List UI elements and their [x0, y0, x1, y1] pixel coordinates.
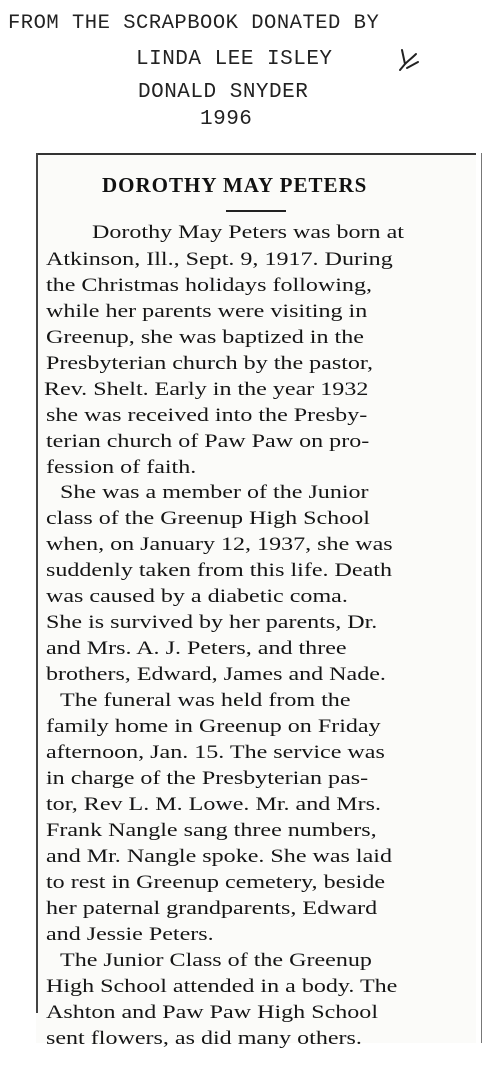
article-line: Atkinson, Ill., Sept. 9, 1917. During	[46, 250, 393, 270]
article-title: DOROTHY MAY PETERS	[102, 173, 368, 197]
article-line: to rest in Greenup cemetery, beside	[46, 873, 386, 893]
article-line: Frank Nangle sang three numbers,	[46, 821, 377, 841]
title-divider	[226, 210, 286, 212]
scrapbook-header	[0, 0, 498, 150]
article-line: High School attended in a body. The	[46, 977, 398, 997]
article-line: she was received into the Presby-	[46, 406, 368, 426]
article-line: and Jessie Peters.	[46, 925, 214, 945]
article-line: and Mrs. A. J. Peters, and three	[46, 639, 347, 659]
article-line: She was a member of the Junior	[60, 483, 369, 503]
header-donor-name: LINDA LEE ISLEY	[136, 48, 333, 71]
article-line: The Junior Class of the Greenup	[60, 951, 372, 971]
article-line: sent flowers, as did many others.	[46, 1029, 362, 1049]
article-line: while her parents were visiting in	[46, 302, 368, 322]
article-line: Ashton and Paw Paw High School	[46, 1003, 379, 1023]
header-second-name: DONALD SNYDER	[138, 81, 309, 104]
article-line: in charge of the Presbyterian pas-	[46, 769, 369, 789]
article-line: her paternal grandparents, Edward	[46, 899, 378, 919]
article-line: brothers, Edward, James and Nade.	[46, 665, 386, 685]
article-line: fession of faith.	[46, 458, 197, 478]
clipping-top-border	[36, 153, 476, 155]
article-line: Rev. Shelt. Early in the year 1932	[44, 380, 369, 400]
header-year: 1996	[200, 108, 253, 131]
article-line: the Christmas holidays following,	[46, 276, 372, 296]
header-donation-line: FROM THE SCRAPBOOK DONATED BY	[8, 12, 380, 35]
newspaper-clipping	[36, 153, 476, 1049]
article-line: terian church of Paw Paw on pro-	[46, 432, 370, 452]
handwritten-initials-mark	[396, 46, 422, 72]
clipping-left-border	[36, 153, 38, 1013]
clipping-right-border	[481, 153, 482, 1043]
article-line: afternoon, Jan. 15. The service was	[46, 743, 385, 763]
article-line: tor, Rev L. M. Lowe. Mr. and Mrs.	[46, 795, 382, 815]
article-line: family home in Greenup on Friday	[46, 717, 381, 737]
article-line: The funeral was held from the	[60, 691, 351, 711]
article-line: was caused by a diabetic coma.	[46, 587, 348, 607]
article-line: Dorothy May Peters was born at	[92, 223, 404, 243]
article-line: Greenup, she was baptized in the	[46, 328, 364, 348]
article-line: She is survived by her parents, Dr.	[46, 613, 378, 633]
article-line: suddenly taken from this life. Death	[46, 561, 392, 581]
article-line: when, on January 12, 1937, she was	[46, 535, 393, 555]
article-line: Presbyterian church by the pastor,	[46, 354, 373, 374]
article-line: class of the Greenup High School	[46, 509, 370, 529]
article-line: and Mr. Nangle spoke. She was laid	[46, 847, 393, 867]
